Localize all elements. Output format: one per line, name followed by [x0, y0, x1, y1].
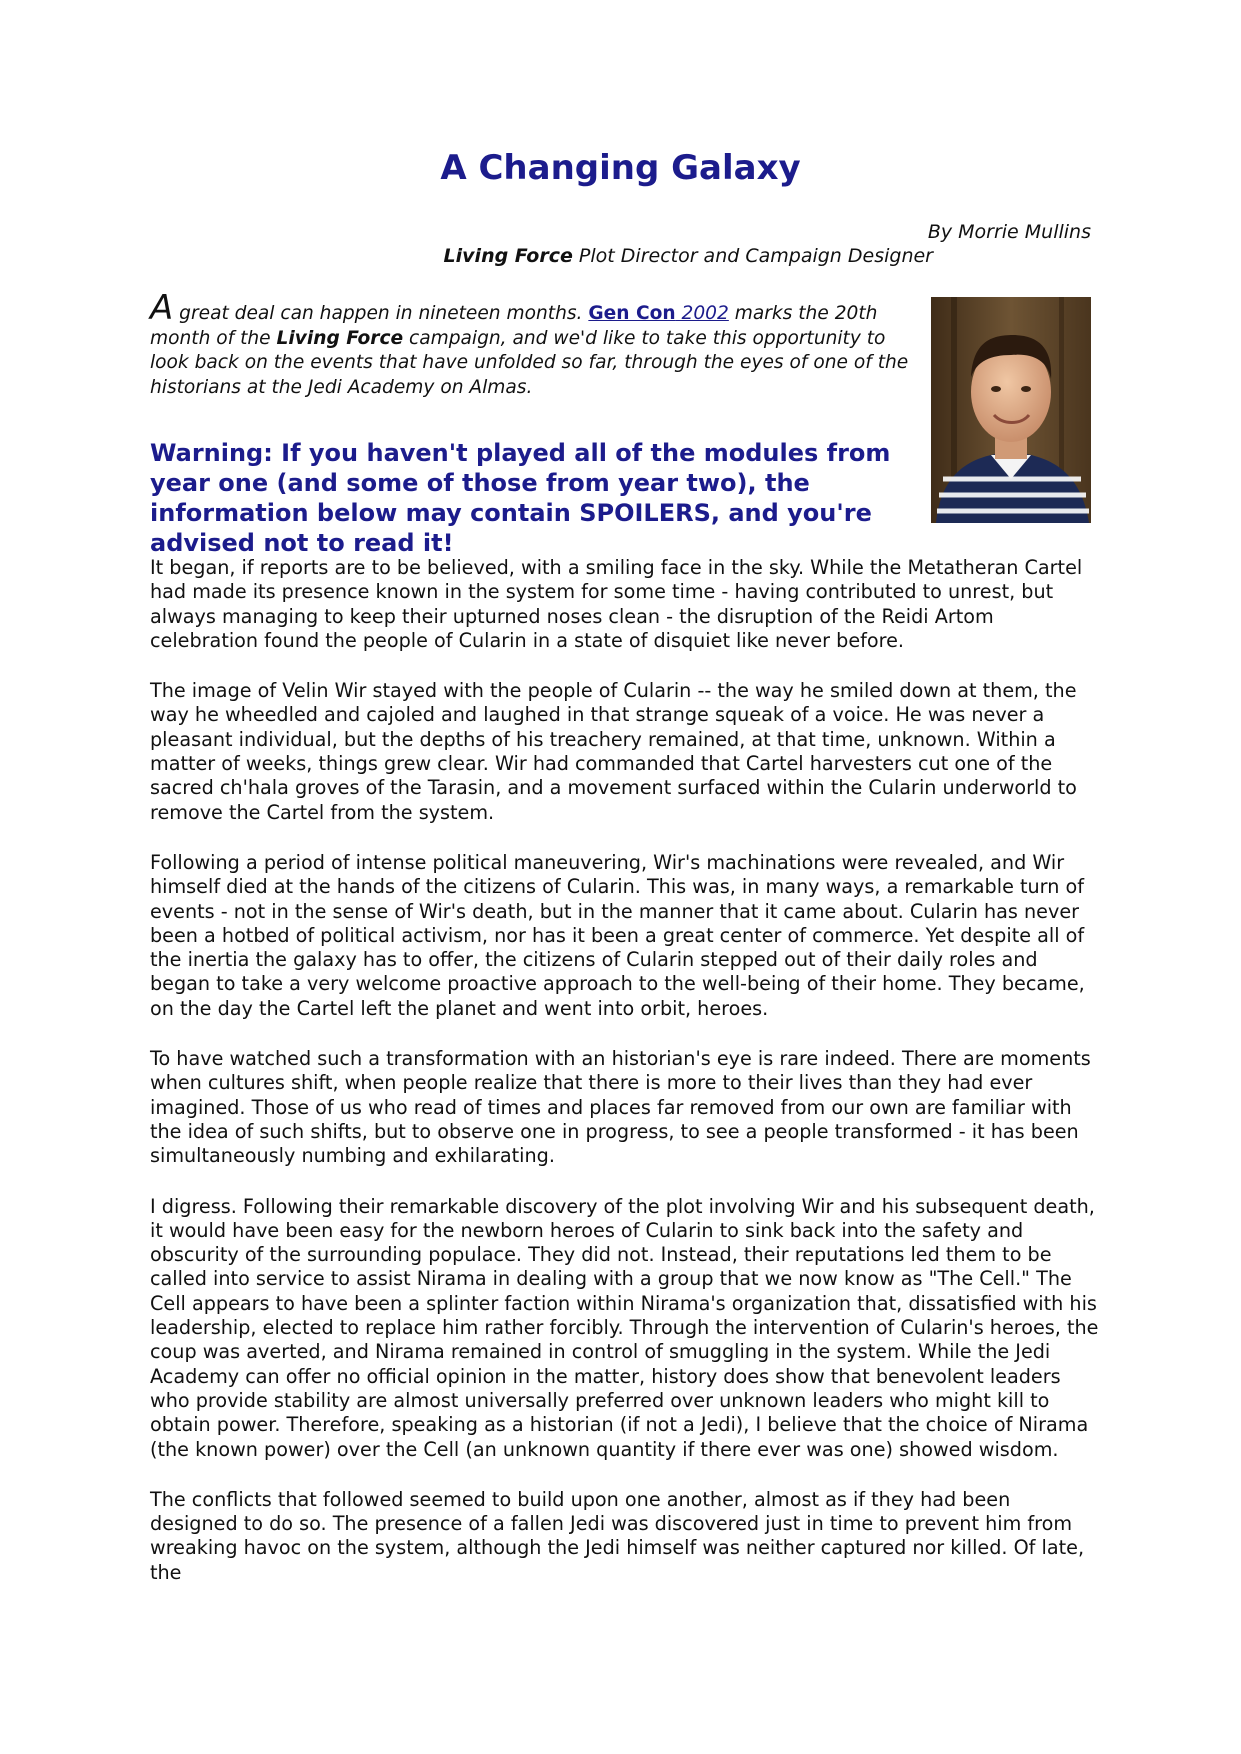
intro-bold-campaign: Living Force	[276, 327, 404, 349]
role-campaign-name: Living Force	[443, 245, 573, 267]
gen-con-link-bold: Gen Con	[588, 303, 676, 324]
body-paragraph: Following a period of intense political maneuvering, Wir's machinations were revealed, and Wir himself died at the hands of the citizens of Cularin. This was, in many ways, a remarkable turn of events - not in the sense of Wir's death, but in the manner that it came about. Cularin has never been a hotbed of political activism, nor has it been a great center of commerce. Yet despite all of the inertia the galaxy has to offer, the citizens of Cularin stepped out of their daily roles and began to take a very welcome proactive approach to the well-being of their home. They became, on the day the Cartel left the planet and went into orbit, heroes.	[150, 850, 1085, 1020]
drop-cap: A	[150, 288, 174, 328]
spoiler-warning: Warning: If you haven't played all of the modules from year one (and some of those from year two), the information below may contain SPOILERS, and you're advised not to read it!	[150, 439, 891, 557]
author-portrait-image	[931, 297, 1091, 523]
gen-con-link-year: 2002	[675, 303, 729, 324]
body-paragraph: It began, if reports are to be believed, with a smiling face in the sky. While the Metatheran Cartel had made its presence known in the system for some time - having contributed to unrest, but always managing to keep their upturned noses clean - the disruption of the Reidi Artom celebration found the people of Cularin in a state of disquiet like never before.	[150, 556, 1083, 652]
gen-con-link[interactable]	[588, 303, 728, 324]
body-paragraph: I digress. Following their remarkable discovery of the plot involving Wir and his subsequent death, it would have been easy for the newborn heroes of Cularin to sink back into the safety and obscurity of the surrounding populace. They did not. Instead, their reputations led them to be called into service to assist Nirama in dealing with a group that we now know as "The Cell." The Cell appears to have been a splinter faction within Nirama's organization that, dissatisfied with his leadership, elected to replace him rather forcibly. Through the intervention of Cularin's heroes, the coup was averted, and Nirama remained in control of smuggling in the system. While the Jedi Academy can offer no official opinion in the matter, history does show that benevolent leaders who provide stability are almost universally preferred over unknown leaders who might kill to obtain power. Therefore, speaking as a historian (if not a Jedi), I believe that the choice of Nirama (the known power) over the Cell (an unknown quantity if there ever was one) showed wisdom.	[150, 1194, 1099, 1461]
intro-paragraph	[150, 288, 926, 400]
role-description: Plot Director and Campaign Designer	[572, 245, 933, 267]
article-body	[150, 556, 1100, 1611]
author-role	[444, 244, 933, 268]
author-photo	[931, 297, 1091, 523]
intro-text-3: campaign, and we'd like to take this opportunity to look back on the events that have unfolded so far, through the eyes of one of the historians at the Jedi Academy on Almas.	[150, 327, 909, 398]
body-paragraph: The conflicts that followed seemed to build upon one another, almost as if they had been designed to do so. The presence of a fallen Jedi was discovered just in time to prevent him from wreaking havoc on the system, although the Jedi himself was neither captured nor killed. Of late, the	[150, 1487, 1085, 1584]
intro-text-2: marks the 20th month of the	[150, 303, 878, 349]
body-paragraph: To have watched such a transformation with an historian's eye is rare indeed. There are moments when cultures shift, when people realize that there is more to their lives than they had ever imagined. Those of us who read of times and places far removed from our own are familiar with the idea of such shifts, but to observe one in progress, to see a people transformed - it has been simultaneously numbing and exhilarating.	[150, 1047, 1091, 1168]
author-byline: By Morrie Mullins	[927, 221, 1091, 243]
article-title: A Changing Galaxy	[440, 148, 801, 188]
intro-text-1: great deal can happen in nineteen months.	[173, 303, 589, 324]
body-paragraph: The image of Velin Wir stayed with the people of Cularin -- the way he smiled down at them, the way he wheedled and cajoled and laughed in that strange squeak of a voice. He was never a pleasant individual, but the depths of his treachery remained, at that time, unknown. Within a matter of weeks, things grew clear. Wir had commanded that Cartel harvesters cut one of the sacred ch'hala groves of the Tarasin, and a movement surfaced within the Cularin underworld to remove the Cartel from the system.	[150, 679, 1077, 824]
